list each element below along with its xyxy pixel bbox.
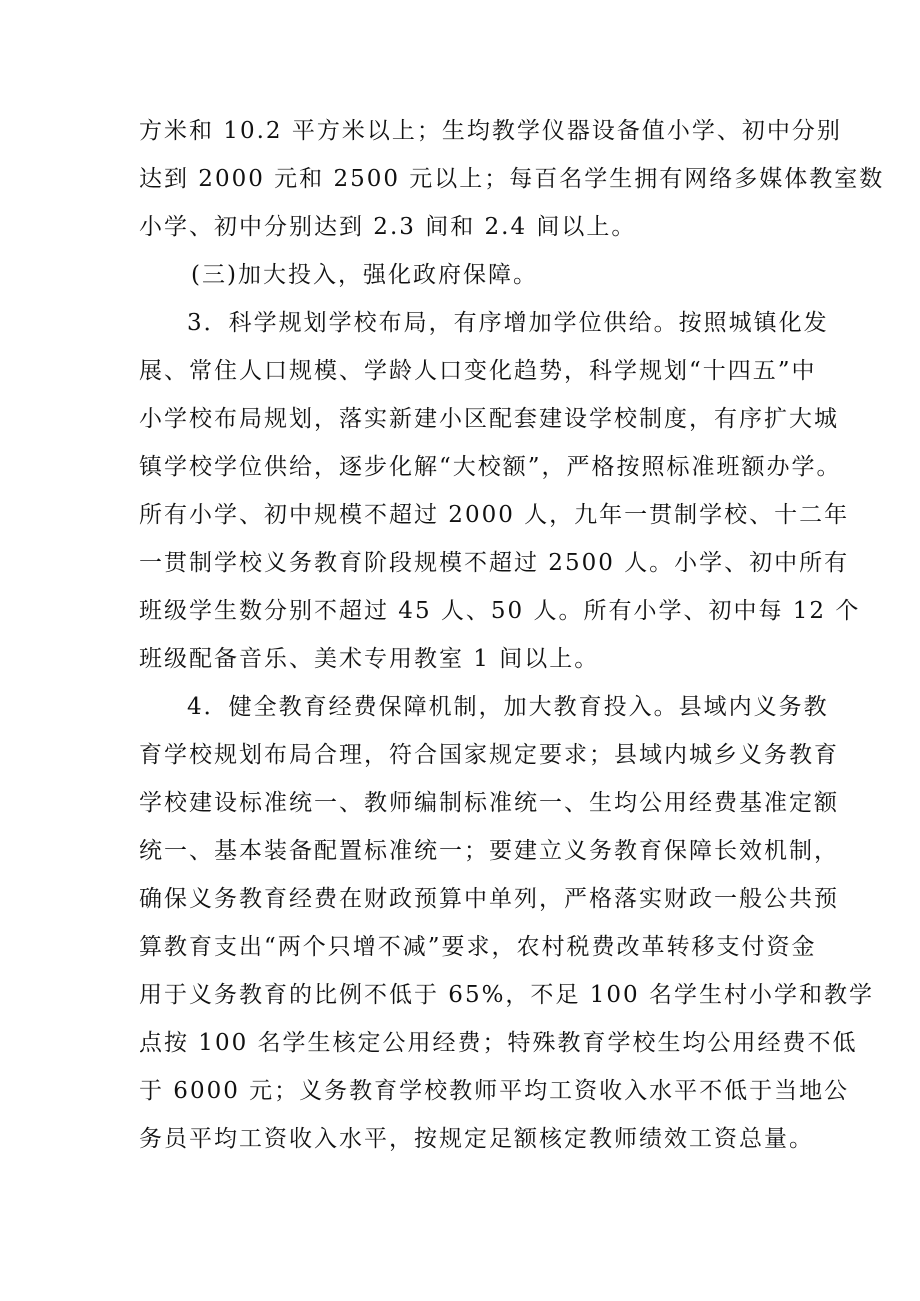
paragraph-line: 务员平均工资收入水平，按规定足额核定教师绩效工资总量。 [139,1126,814,1152]
paragraph-line: 班级配备音乐、美术专用教室 1 间以上。 [139,646,600,672]
item-4-first-line: 4．健全教育经费保障机制，加大教育投入。县域内义务教 [187,694,829,720]
paragraph-line: 于 6000 元；义务教育学校教师平均工资收入水平不低于当地公 [139,1078,850,1104]
paragraph-line: 镇学校学位供给，逐步化解“大校额”，严格按照标准班额办学。 [139,454,842,480]
paragraph-line: 用于义务教育的比例不低于 65%，不足 100 名学生村小学和教学 [139,982,874,1008]
paragraph-line: 学校建设标准统一、教师编制标准统一、生均公用经费基准定额 [139,790,839,816]
document-body [139,107,885,1163]
paragraph-line: 方米和 10.2 平方米以上；生均教学仪器设备值小学、初中分别 [139,118,842,144]
paragraph-line: 所有小学、初中规模不超过 2000 人，九年一贯制学校、十二年 [139,502,850,528]
paragraph-line: 确保义务教育经费在财政预算中单列，严格落实财政一般公共预 [139,886,839,912]
item-3-first-line: 3．科学规划学校布局，有序增加学位供给。按照城镇化发 [187,310,829,336]
paragraph-line: 统一、基本装备配置标准统一；要建立义务教育保障长效机制， [139,838,839,864]
section-heading: (三)加大投入，强化政府保障。 [191,262,538,288]
paragraph-line: 小学校布局规划，落实新建小区配套建设学校制度，有序扩大城 [139,406,839,432]
paragraph-line: 达到 2000 元和 2500 元以上；每百名学生拥有网络多媒体教室数 [139,166,885,192]
paragraph-line: 小学、初中分别达到 2.3 间和 2.4 间以上。 [139,214,637,240]
paragraph-line: 育学校规划布局合理，符合国家规定要求；县域内城乡义务教育 [139,742,839,768]
paragraph-line: 一贯制学校义务教育阶段规模不超过 2500 人。小学、初中所有 [139,550,850,576]
paragraph-line: 点按 100 名学生核定公用经费；特殊教育学校生均公用经费不低 [139,1030,858,1056]
paragraph-line: 班级学生数分别不超过 45 人、50 人。所有小学、初中每 12 个 [139,598,861,624]
paragraph-line: 展、常住人口规模、学龄人口变化趋势，科学规划“十四五”中 [139,358,817,384]
paragraph-line: 算教育支出“两个只增不减”要求，农村税费改革转移支付资金 [139,934,817,960]
